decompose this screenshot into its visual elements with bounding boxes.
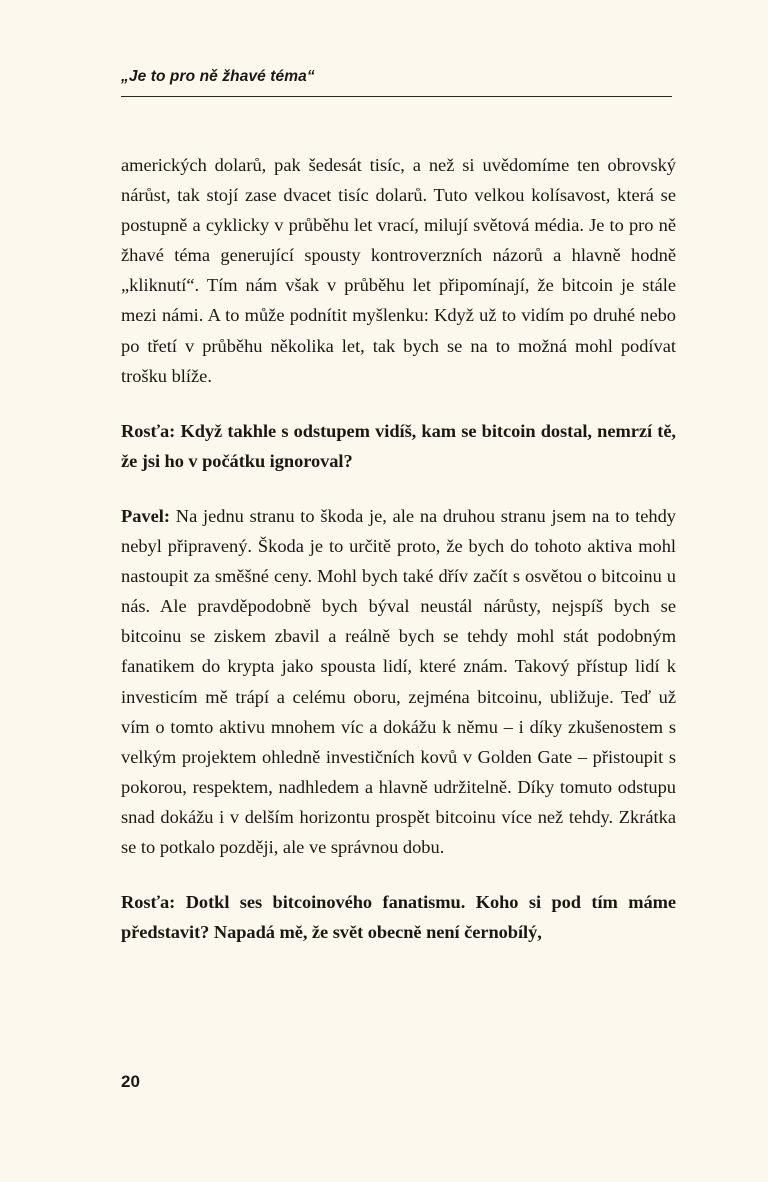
speaker-label: Rosťa: <box>121 892 176 913</box>
paragraph-text: Na jednu stranu to škoda je, ale na druhou stranu jsem na to tehdy nebyl připravený. Škoda je to určitě proto, že bych do tohoto aktiva mohl nastoupit za směšné ceny. Mohl bych také dřív začít s osvětou o bitcoinu u nás. Ale pravděpodobně bych býval neustál nárůsty, nejspíš bych se bitcoinu se ziskem zbavil a reálně bych se tehdy mohl stát podobným fanatikem do krypta jako spousta lidí, které znám. Takový přístup lidí k investicím mě trápí a celému oboru, zejména bitcoinu, ubližuje. Teď už vím o tomto aktivu mnohem víc a dokážu k němu – i díky zkušenostem s velkým projektem ohledně investičních kovů v Golden Gate – přistoupit s pokorou, respektem, nadhledem a hlavně udržitelně. Díky tomuto odstupu snad dokážu i v delším horizontu prospět bitcoinu více než tehdy. Zkrátka se to potkalo později, ale ve správnou dobu. <box>121 505 676 857</box>
speaker-label: Rosťa: <box>121 420 176 441</box>
paragraph-continuation <box>121 150 676 391</box>
paragraph-answer-1 <box>121 501 676 862</box>
running-head-area <box>121 66 673 97</box>
text-column <box>121 150 676 947</box>
running-head-rule <box>121 96 672 97</box>
paragraph-question-2 <box>121 887 676 947</box>
paragraph-text <box>175 892 185 912</box>
page-number: 20 <box>121 1072 140 1091</box>
speaker-label: Pavel: <box>121 505 171 526</box>
running-head-title: „Je to pro ně žhavé téma“ <box>121 68 315 85</box>
paragraph-text: Dotkl ses bitcoinového fanatismu. Koho si pod tím máme představit? Napadá mě, že svět obecně není černobílý, <box>121 892 676 943</box>
paragraph-question-1 <box>121 416 676 476</box>
paragraph-text: amerických dolarů, pak šedesát tisíc, a než si uvědomíme ten obrovský nárůst, tak stojí zase dvacet tisíc dolarů. Tuto velkou kolísavost, která se postupně a cyklicky v průběhu let vrací, milují světová média. Je to pro ně žhavé téma generující spousty kontroverzních názorů a hlavně hodně „kliknutí“. Tím nám však v průběhu let připomínají, že bitcoin je stále mezi námi. A to může podnítit myšlenku: Když už to vidím po druhé nebo po třetí v průběhu několika let, tak bych se na to možná mohl podívat trošku blíže. <box>121 155 676 386</box>
paragraph-text: Když takhle s odstupem vidíš, kam se bitcoin dostal, nemrzí tě, že jsi ho v počátku ignoroval? <box>121 420 676 471</box>
